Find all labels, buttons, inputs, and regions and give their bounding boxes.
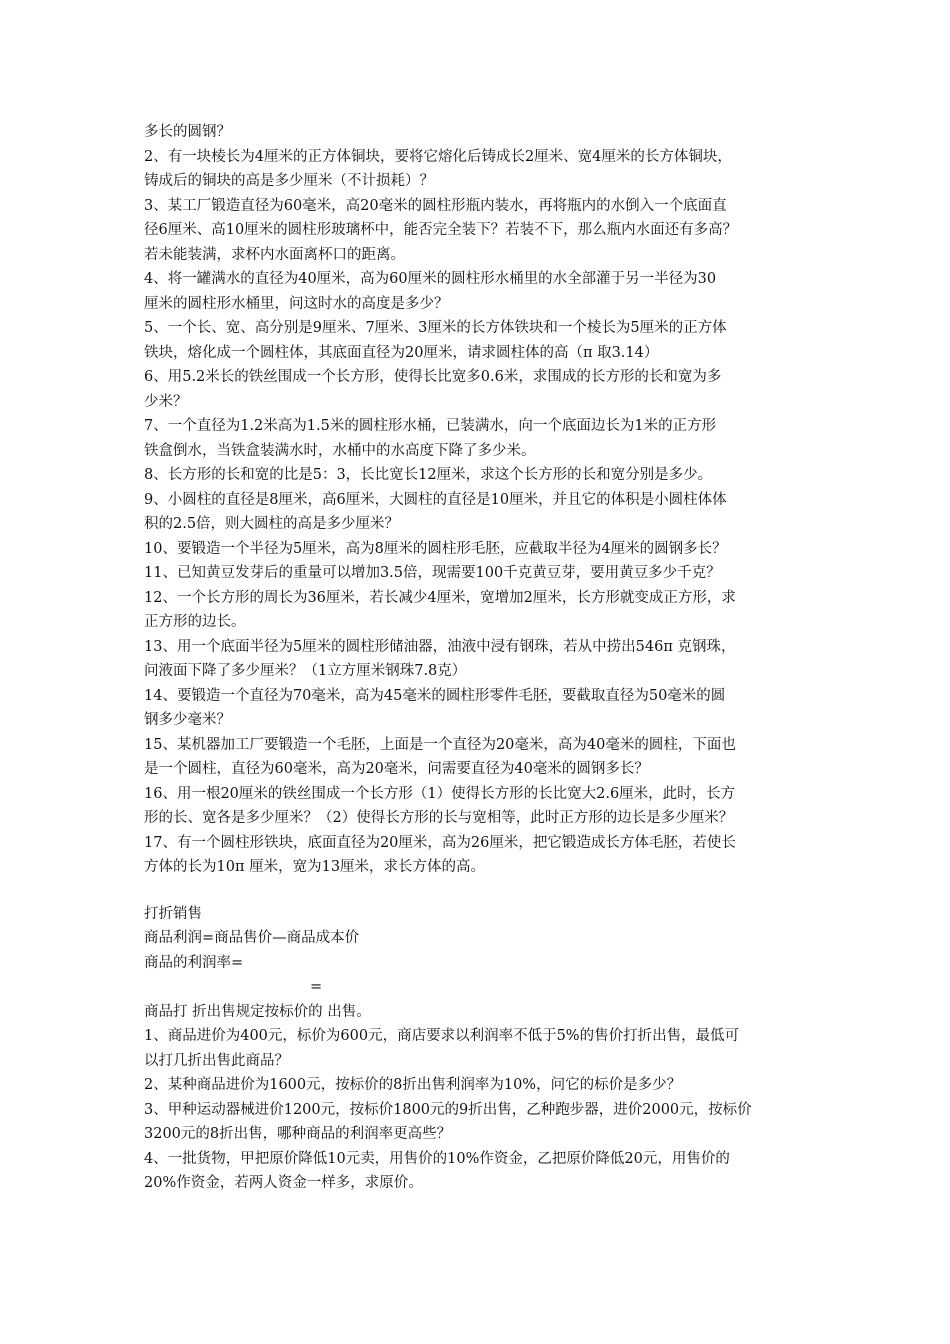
text-line: 14、要锻造一个直径为70毫米，高为45毫米的圆柱形零件毛胚，要截取直径为50毫米的圆	[144, 687, 726, 704]
text-line: 2、有一块棱长为4厘米的正方体铜块，要将它熔化后铸成长2厘米、宽4厘米的长方体铜块，	[144, 148, 732, 165]
text-line: 正方形的边长。	[144, 614, 246, 630]
text-line: 铸成后的铜块的高是多少厘米（不计损耗）？	[144, 173, 434, 189]
text-line: 铁盒倒水，当铁盒装满水时，水桶中的水高度下降了多少米。	[144, 442, 536, 459]
text-line: 16、用一根20厘米的铁丝围成一个长方形（1）使得长方形的长比宽大2.6厘米，此时，长方	[144, 785, 736, 802]
text-line: 5、一个长、宽、高分别是9厘米、7厘米、3厘米的长方体铁块和一个棱长为5厘米的正方体	[144, 320, 727, 336]
text-line: 方体的长为10π 厘米，宽为13厘米，求长方体的高。	[144, 859, 486, 875]
text-line: 厘米的圆柱形水桶里，问这时水的高度是多少？	[144, 295, 449, 312]
volume-problems	[144, 120, 812, 880]
discount-section	[144, 902, 812, 1196]
text-line: 2、某种商品进价为1600元，按标价的8折出售利润率为10%，问它的标价是多少？	[144, 1077, 682, 1093]
section-title: 打折销售	[144, 905, 202, 922]
text-line: 多长的圆钢？	[144, 124, 231, 140]
text-line: 铁块，熔化成一个圆柱体，其底面直径为20厘米，请求圆柱体的高（π 取3.14）	[144, 344, 659, 361]
text-line: 13、用一个底面半径为5厘米的圆柱形储油器，油液中浸有钢珠，若从中捞出546π 克钢珠，	[144, 638, 736, 655]
text-line: 10、要锻造一个半径为5厘米，高为8厘米的圆柱形毛胚，应截取半径为4厘米的圆钢多长？	[144, 540, 727, 557]
text-line: 少米？	[144, 393, 188, 410]
text-line: 若未能装满，求杯内水面离杯口的距离。	[144, 246, 405, 263]
text-line: 3200元的8折出售，哪种商品的利润率更高些？	[144, 1126, 452, 1142]
formula-profit-rate: 商品的利润率=	[144, 954, 244, 971]
text-line: 17、有一个圆柱形铁块，底面直径为20厘米，高为26厘米，把它锻造成长方体毛胚，若使长	[144, 834, 736, 851]
text-line: 3、某工厂锻造直径为60毫米，高20毫米的圆柱形瓶内装水，再将瓶内的水倒入一个底面直	[144, 197, 727, 214]
text-line: 4、一批货物，甲把原价降低10元卖，用售价的10%作资金，乙把原价降低20元，用售价的	[144, 1150, 730, 1167]
text-line: 钢多少毫米？	[144, 712, 231, 728]
text-line: 15、某机器加工厂要锻造一个毛胚，上面是一个直径为20毫米，高为40毫米的圆柱，下面也	[144, 736, 736, 753]
formula-discount: 商品打 折出售规定按标价的 出售。	[144, 1003, 371, 1020]
text-line: 8、长方形的长和宽的比是5：3，长比宽长12厘米，求这个长方形的长和宽分别是多少。	[144, 467, 713, 483]
text-line: 11、已知黄豆发芽后的重量可以增加3.5倍，现需要100千克黄豆芽，要用黄豆多少千克？	[144, 565, 721, 581]
text-line: 1、商品进价为400元，标价为600元，商店要求以利润率不低于5%的售价打折出售，最低可	[144, 1028, 740, 1044]
text-line: 径6厘米、高10厘米的圆柱形玻璃杯中，能否完全装下？若装不下，那么瓶内水面还有多高？	[144, 222, 738, 238]
text-line: 7、一个直径为1.2米高为1.5米的圆柱形水桶，已装满水，向一个底面边长为1米的正方形	[144, 418, 717, 434]
text-line: 12、一个长方形的周长为36厘米，若长减少4厘米，宽增加2厘米，长方形就变成正方形，求	[144, 589, 736, 606]
document-body	[144, 120, 812, 1196]
section-gap	[144, 880, 812, 902]
formula-rate-equals: =	[310, 979, 323, 995]
text-line: 以打几折出售此商品？	[144, 1052, 289, 1069]
text-line: 问液面下降了多少厘米？（1立方厘米钢珠7.8克）	[144, 663, 467, 679]
text-line: 是一个圆柱，直径为60毫米，高为20毫米，问需要直径为40毫米的圆钢多长？	[144, 761, 649, 777]
text-line: 形的长、宽各是多少厘米？（2）使得长方形的长与宽相等，此时正方形的边长是多少厘米？	[144, 810, 734, 826]
text-line: 3、甲种运动器械进价1200元，按标价1800元的9折出售，乙种跑步器，进价2000元，按标价	[144, 1101, 752, 1118]
text-line: 6、用5.2米长的铁丝围成一个长方形，使得长比宽多0.6米，求围成的长方形的长和宽为多	[144, 369, 722, 385]
text-line: 20%作资金，若两人资金一样多，求原价。	[144, 1175, 423, 1191]
text-line: 4、将一罐满水的直径为40厘米，高为60厘米的圆柱形水桶里的水全部灌于另一半径为30	[144, 271, 717, 287]
formula-profit: 商品利润=商品售价—商品成本价	[144, 930, 360, 946]
text-line: 9、小圆柱的直径是8厘米，高6厘米，大圆柱的直径是10厘米，并且它的体积是小圆柱体体	[144, 491, 727, 508]
text-line: 积的2.5倍，则大圆柱的高是多少厘米？	[144, 516, 400, 532]
